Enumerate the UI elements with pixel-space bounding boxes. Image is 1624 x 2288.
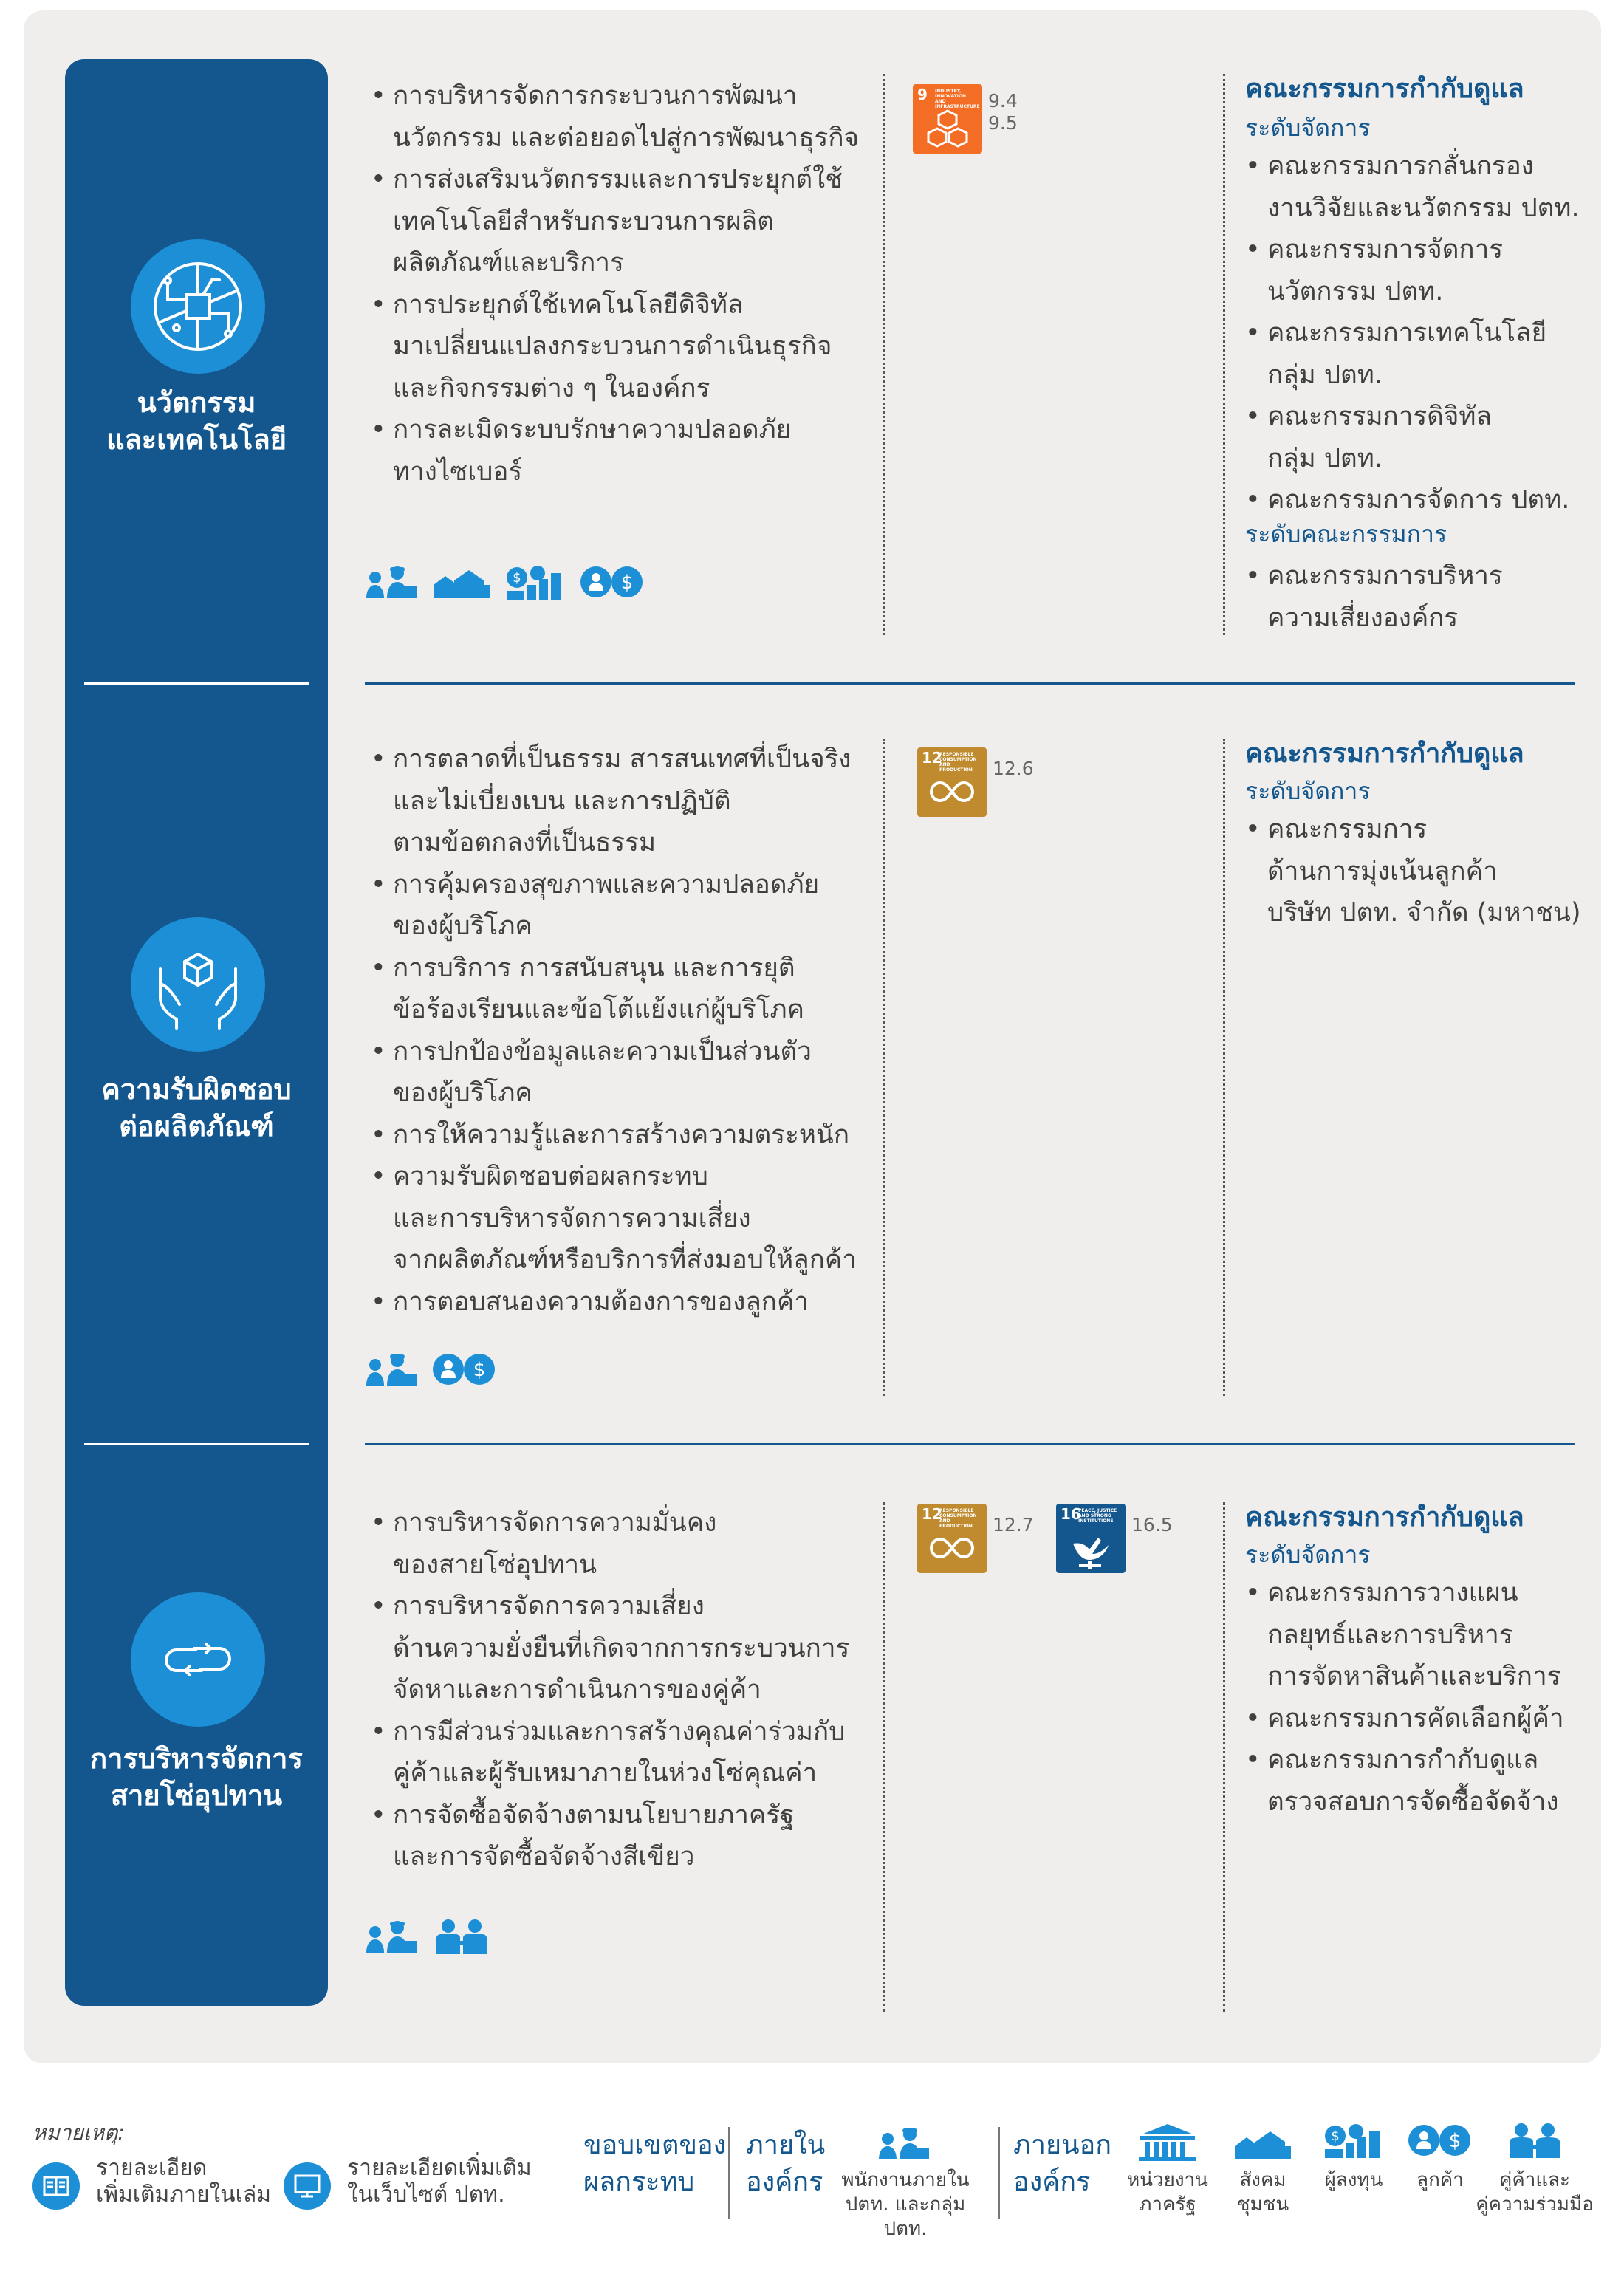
governance-level: ระดับจัดการ: [1245, 114, 1371, 142]
list-item: • คณะกรรมการบริหาร ความเสี่ยงองค์กร: [1245, 555, 1503, 639]
governance-list: [1245, 1572, 1564, 1823]
row2-title-line2: ต่อผลิตภัณฑ์: [119, 1110, 274, 1143]
sdg-9-icon: [913, 84, 982, 154]
governance-list: [1245, 555, 1503, 639]
community-icon: [432, 563, 491, 601]
row1-title: [65, 384, 328, 458]
sdg-12-icon: [917, 1504, 987, 1573]
list-item: • การประยุกต์ใช้เทคโนโลยีดิจิทัล มาเปลี่ยนแปลงกระบวนการดำเนินธุรกิจ และกิจกรรมต่าง ๆ ในองค์กร: [371, 284, 859, 410]
svg-text:$: $: [513, 570, 521, 586]
employees-icon: [877, 2124, 931, 2165]
customers-icon: [432, 1350, 497, 1388]
sdg-label: PEACE, JUSTICE AND STRONG INSTITUTIONS: [1078, 1508, 1117, 1524]
investors-icon: [505, 563, 566, 601]
legend-government-label: หน่วยงาน ภาครัฐ: [1127, 2169, 1208, 2216]
legend-divider: [728, 2127, 730, 2219]
sdg-label: RESPONSIBLE CONSUMPTION AND PRODUCTION: [939, 1508, 977, 1529]
employees-icon: [365, 1350, 418, 1388]
customers-icon: [580, 563, 645, 601]
list-item: • การบริหารจัดการความมั่นคง ของสายโซ่อุปทาน: [371, 1502, 849, 1586]
row3-title: [65, 1740, 328, 1814]
row1-title-line1: นวัตกรรม: [137, 386, 256, 419]
column-divider: [883, 1502, 885, 2012]
list-item: • คณะกรรมการกำกับดูแล ตรวจสอบการจัดซื้อจัดจ้าง: [1245, 1739, 1564, 1823]
circuit-chip-icon: [131, 239, 265, 374]
sdg-target: 9.4 9.5: [988, 90, 1018, 134]
row2-issue-list: [371, 739, 857, 1323]
row2-title: [65, 1071, 328, 1145]
investors-icon: [1323, 2121, 1384, 2162]
legend-scope-title: ขอบเขตของ ผลกระทบ: [583, 2130, 727, 2197]
customers-icon: [1408, 2121, 1473, 2162]
legend-investors-label: ผู้ลงทุน: [1324, 2169, 1383, 2191]
list-item: • การส่งเสริมนวัตกรรมและการประยุกต์ใช้ เทคโนโลยีสำหรับกระบวนการผลิต ผลิตภัณฑ์และบริการ: [371, 159, 859, 284]
list-item: • การจัดซื้อจัดจ้างตามนโยบายภาครัฐ และการจัดซื้อจัดจ้างสีเขียว: [371, 1795, 849, 1878]
legend-note: หมายเหตุ:: [32, 2120, 125, 2145]
governance-heading: คณะกรรมการกำกับดูแล: [1245, 74, 1524, 104]
monitor-icon: [284, 2162, 331, 2213]
stakeholder-icons-row2: [365, 1350, 497, 1388]
column-divider: [883, 739, 885, 1396]
list-item: • การมีส่วนร่วมและการสร้างคุณค่าร่วมกับ คู่ค้าและผู้รับเหมาภายในห่วงโซ่คุณค่า: [371, 1711, 849, 1795]
sidebar-divider: [84, 682, 309, 685]
legend-book-text: รายละเอียด เพิ่มเติมภายในเล่ม: [96, 2155, 272, 2207]
legend-internal-title: ภายใน องค์กร: [746, 2130, 826, 2197]
list-item: • การละเมิดระบบรักษาความปลอดภัย ทางไซเบอร์: [371, 409, 859, 493]
partners-icon: [1505, 2121, 1564, 2162]
list-item: • การตลาดที่เป็นธรรม สารสนเทศที่เป็นจริง และไม่เบี่ยงเบน และการปฏิบัติ ตามข้อตกลงที่เป็นธรรม: [371, 739, 857, 864]
row1-title-line2: และเทคโนโลยี: [106, 423, 287, 456]
legend-external-title: ภายนอก องค์กร: [1013, 2130, 1112, 2197]
list-item: • คณะกรรมการ ด้านการมุ่งเน้นลูกค้า บริษัท ปตท. จำกัด (มหาชน): [1245, 809, 1581, 934]
stakeholder-icons-row1: [365, 563, 645, 601]
sidebar-divider: [84, 1443, 309, 1445]
list-item: • การตอบสนองความต้องการของลูกค้า: [371, 1281, 857, 1323]
legend-customers-label: ลูกค้า: [1416, 2169, 1464, 2191]
legend-divider: [998, 2127, 1000, 2219]
list-item: • การบริหารจัดการความเสี่ยง ด้านความยั่งยืนที่เกิดจากการกระบวนการ จัดหาและการดำเนินการของคู่ค้า: [371, 1586, 849, 1711]
list-item: • คณะกรรมการกลั่นกรอง งานวิจัยและนวัตกรรม ปตท.: [1245, 145, 1580, 229]
list-item: • การบริหารจัดการกระบวนการพัฒนา นวัตกรรม และต่อยอดไปสู่การพัฒนาธุรกิจ: [371, 75, 859, 159]
government-building-icon: [1137, 2121, 1198, 2165]
column-divider: [1223, 74, 1225, 635]
legend-web-text: รายละเอียดเพิ่มเติม ในเว็บไซต์ ปตท.: [347, 2155, 532, 2207]
governance-level: ระดับคณะกรรมการ: [1245, 520, 1447, 548]
list-item: • คณะกรรมการคัดเลือกผู้ค้า: [1245, 1698, 1564, 1740]
sdg-target: 16.5: [1131, 1514, 1173, 1535]
row-divider: [365, 682, 1575, 685]
row3-issue-list: [371, 1502, 849, 1878]
chain-link-icon: [131, 1592, 265, 1727]
list-item: • คณะกรรมการจัดการ นวัตกรรม ปตท.: [1245, 229, 1580, 312]
list-item: • การบริการ การสนับสนุน และการยุติ ข้อร้องเรียนและข้อโต้แย้งแก่ผู้บริโภค: [371, 948, 857, 1031]
list-item: • คณะกรรมการจัดการ ปตท.: [1245, 479, 1580, 521]
sdg-label: INDUSTRY, INNOVATION AND INFRASTRUCTURE: [935, 89, 980, 109]
svg-text:$: $: [1331, 2128, 1340, 2144]
governance-list: [1245, 145, 1580, 521]
row-divider: [365, 1443, 1575, 1445]
sdg-target: 12.7: [993, 1514, 1034, 1535]
sdg-number: 12: [922, 1505, 942, 1523]
legend-community-label: สังคม ชุมชน: [1236, 2169, 1289, 2216]
column-divider: [1223, 739, 1225, 1396]
legend-partners-label: คู่ค้าและ คู่ความร่วมมือ: [1476, 2169, 1594, 2216]
row3-title-line2: สายโซ่อุปทาน: [110, 1779, 283, 1812]
row2-title-line1: ความรับผิดชอบ: [101, 1073, 292, 1106]
sdg-number: 16: [1061, 1505, 1081, 1523]
employees-icon: [365, 563, 418, 601]
sdg-number: 9: [917, 86, 928, 103]
row1-issue-list: [371, 75, 859, 493]
sdg-label: RESPONSIBLE CONSUMPTION AND PRODUCTION: [939, 752, 977, 773]
row3-title-line1: การบริหารจัดการ: [90, 1742, 303, 1775]
svg-text:$: $: [621, 572, 634, 594]
list-item: • การปกป้องข้อมูลและความเป็นส่วนตัว ของผู้บริโภค: [371, 1031, 857, 1114]
stakeholder-icons-row3: [365, 1917, 491, 1956]
partners-icon: [432, 1917, 491, 1956]
sdg-12-icon: [917, 747, 987, 817]
list-item: • คณะกรรมการวางแผน กลยุทธ์และการบริหาร การจัดหาสินค้าและบริการ: [1245, 1572, 1564, 1698]
governance-heading: คณะกรรมการกำกับดูแล: [1245, 1502, 1524, 1532]
sdg-target: 12.6: [993, 758, 1034, 779]
hands-box-icon: [131, 917, 265, 1052]
column-divider: [1223, 1502, 1225, 2012]
list-item: • การให้ความรู้และการสร้างความตระหนัก: [371, 1114, 857, 1157]
svg-text:$: $: [1448, 2130, 1462, 2152]
governance-level: ระดับจัดการ: [1245, 1541, 1371, 1569]
community-icon: [1233, 2124, 1292, 2165]
list-item: • การคุ้มครองสุขภาพและความปลอดภัย ของผู้บริโภค: [371, 864, 857, 948]
legend-employees-label: พนักงานภายใน ปตท. และกลุ่ม ปตท.: [841, 2169, 970, 2240]
list-item: • ความรับผิดชอบต่อผลกระทบ และการบริหารจัดการความเสี่ยง จากผลิตภัณฑ์หรือบริการที่ส่งมอบให้ลูกค้า: [371, 1156, 857, 1281]
list-item: • คณะกรรมการดิจิทัล กลุ่ม ปตท.: [1245, 396, 1580, 479]
sdg-number: 12: [922, 749, 942, 767]
employees-icon: [365, 1917, 418, 1956]
book-icon: [32, 2162, 80, 2213]
column-divider: [883, 74, 885, 635]
governance-list: [1245, 809, 1581, 934]
svg-text:$: $: [473, 1359, 486, 1381]
sdg-16-icon: [1056, 1504, 1126, 1573]
list-item: • คณะกรรมการเทคโนโลยี กลุ่ม ปตท.: [1245, 312, 1580, 396]
governance-heading: คณะกรรมการกำกับดูแล: [1245, 739, 1524, 769]
governance-level: ระดับจัดการ: [1245, 777, 1371, 805]
